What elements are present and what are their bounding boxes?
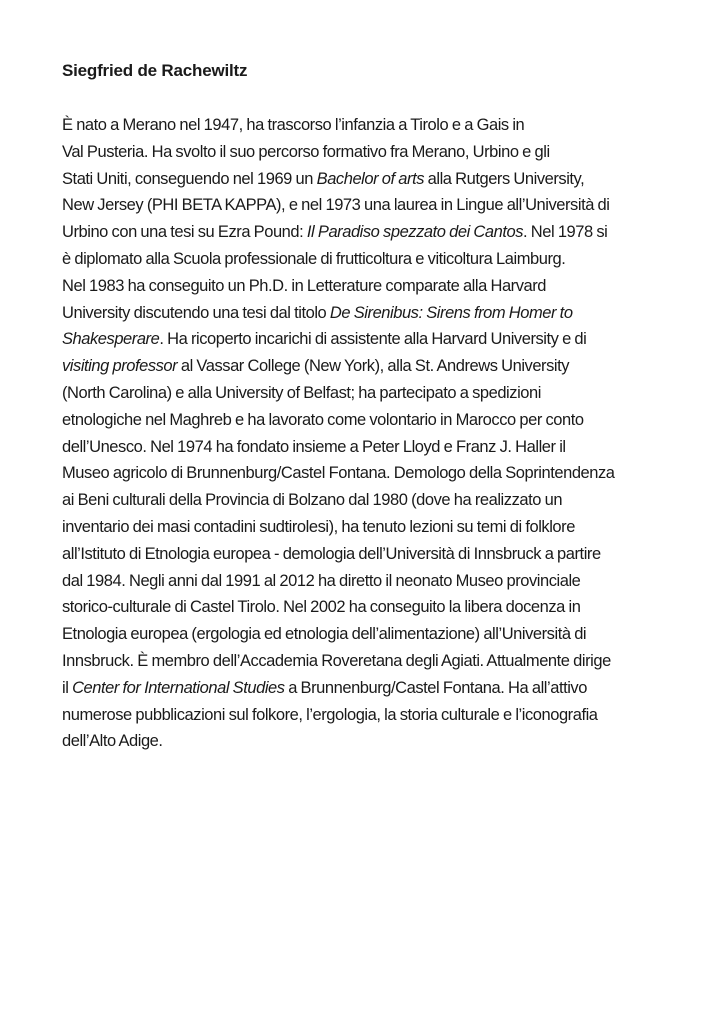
text-segment: inventario dei masi contadini sudtirolesi), ha tenuto lezioni su temi di folklore (62, 517, 575, 536)
text-segment: . Ha ricoperto incarichi di assistente alla Harvard University e di (159, 330, 587, 349)
text-segment: il (62, 678, 73, 697)
text-segment: Nel 1983 ha conseguito un Ph.D. in Letterature comparate alla Harvard (62, 276, 547, 295)
text-line (62, 407, 662, 434)
text-segment: ai Beni culturali della Provincia di Bolzano dal 1980 (dove ha realizzato un (62, 491, 563, 510)
text-line (62, 326, 662, 353)
text-segment: Etnologia europea (ergologia ed etnologia dell’alimentazione) all’Università di (62, 625, 587, 644)
text-line (62, 702, 662, 729)
italic-text: Bachelor of arts (316, 169, 424, 188)
text-line (62, 487, 662, 514)
text-segment: (North Carolina) e alla University of Belfast; ha partecipato a spedizioni (62, 383, 541, 402)
text-line (62, 273, 662, 300)
text-line (62, 112, 662, 139)
text-line (62, 541, 662, 568)
text-line (62, 219, 662, 246)
page-title: Siegfried de Rachewiltz (62, 61, 248, 80)
italic-text: Center for International Studies (72, 678, 285, 697)
italic-text: visiting professor (62, 357, 178, 376)
text-segment: Urbino con una tesi su Ezra Pound: (62, 223, 307, 242)
text-line (62, 460, 662, 487)
text-line (62, 594, 662, 621)
text-line (62, 568, 662, 595)
text-segment: dell’Unesco. Nel 1974 ha fondato insieme a Peter Lloyd e Franz J. Haller il (62, 437, 566, 456)
text-line (62, 300, 662, 327)
text-line (62, 514, 662, 541)
text-segment: etnologiche nel Maghreb e ha lavorato come volontario in Marocco per conto (62, 410, 584, 429)
text-line (62, 139, 662, 166)
text-segment: all’Istituto di Etnologia europea - demologia dell’Università di Innsbruck a partire (62, 544, 601, 563)
text-segment: È nato a Merano nel 1947, ha trascorso l’infanzia a Tirolo e a Gais in (62, 116, 525, 134)
text-segment: è diplomato alla Scuola professionale di frutticoltura e viticoltura Laimburg. (62, 249, 566, 268)
text-line (62, 353, 662, 380)
italic-text: De Sirenibus: Sirens from Homer to (329, 303, 573, 322)
text-segment: storico-culturale di Castel Tirolo. Nel 2002 ha conseguito la libera docenza in (62, 598, 581, 617)
text-line (62, 192, 662, 219)
text-segment: al Vassar College (New York), alla St. Andrews University (177, 357, 570, 376)
text-segment: . Nel 1978 si (523, 223, 608, 242)
italic-text: Shakesperare (62, 330, 160, 349)
text-segment: numerose pubblicazioni sul folkore, l’ergologia, la storia culturale e l’iconografia (62, 705, 598, 724)
text-line (62, 166, 662, 193)
text-segment: alla Rutgers University, (424, 169, 585, 188)
document-page (62, 58, 662, 755)
italic-text: Il Paradiso spezzato dei Cantos (306, 223, 524, 242)
text-line (62, 621, 662, 648)
text-segment: University discutendo una tesi dal titolo (62, 303, 330, 322)
text-segment: dal 1984. Negli anni dal 1991 al 2012 ha diretto il neonato Museo provinciale (62, 571, 581, 590)
text-line (62, 246, 662, 273)
text-line (62, 380, 662, 407)
text-segment: dell’Alto Adige. (62, 732, 163, 751)
text-line (62, 728, 662, 755)
text-line (62, 675, 662, 702)
biography-paragraph (62, 112, 662, 755)
text-segment: Museo agricolo di Brunnenburg/Castel Fontana. Demologo della Soprintendenza (62, 464, 615, 483)
text-segment: New Jersey (PHI BETA KAPPA), e nel 1973 una laurea in Lingue all’Università di (62, 196, 610, 215)
text-segment: Stati Uniti, conseguendo nel 1969 un (62, 169, 317, 188)
text-segment: Innsbruck. È membro dell’Accademia Roveretana degli Agiati. Attualmente dirige (62, 651, 611, 670)
text-segment: Val Pusteria. Ha svolto il suo percorso formativo fra Merano, Urbino e gli (62, 142, 550, 161)
text-line (62, 434, 662, 461)
text-segment: a Brunnenburg/Castel Fontana. Ha all’attivo (284, 678, 587, 697)
text-line (62, 648, 662, 675)
